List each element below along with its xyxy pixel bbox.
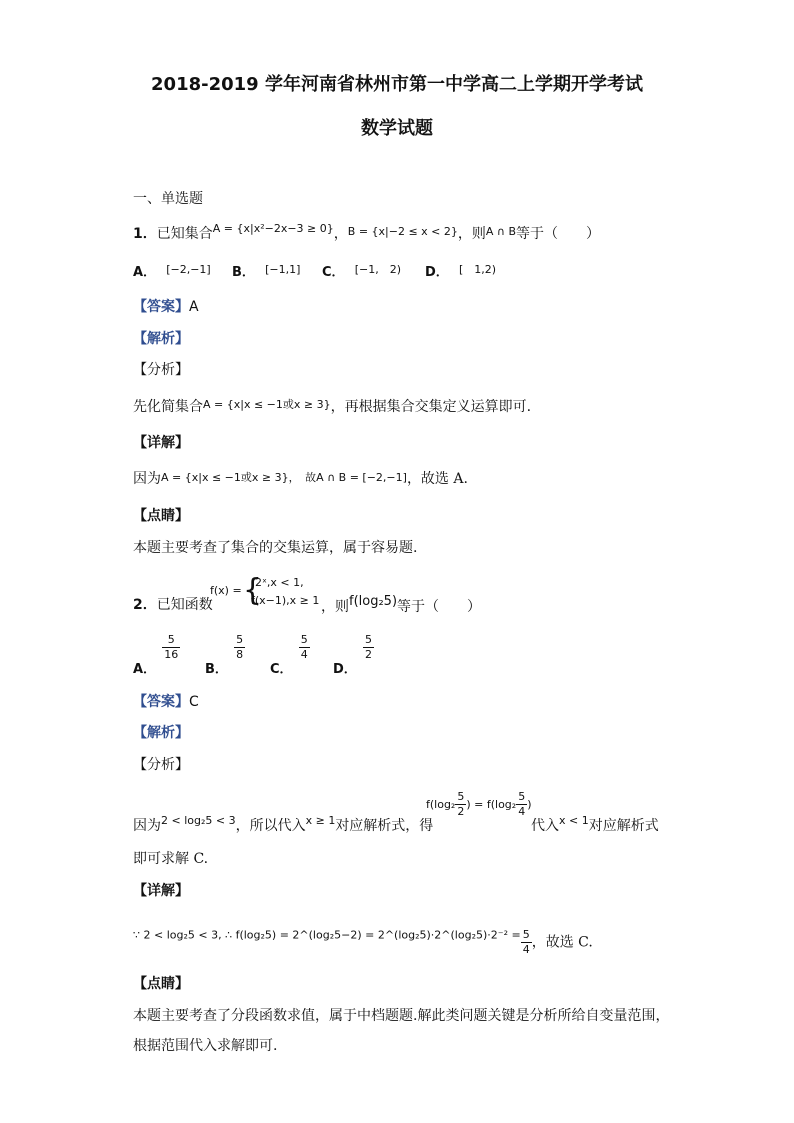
q2-dianjing-tag: 【点睛】 bbox=[133, 976, 189, 992]
q1-option-c bbox=[322, 261, 401, 280]
q2-stem-rest bbox=[321, 594, 481, 616]
q2-option-c bbox=[270, 633, 310, 677]
q2-fenxi-p2: ，所以代入 bbox=[235, 818, 306, 834]
q2-fenxi-p1: 因为 bbox=[133, 818, 161, 834]
q2-answer-value: C bbox=[189, 694, 199, 710]
q2-fenxi-frac1 bbox=[455, 790, 466, 819]
q1-option-a-label: A． bbox=[133, 265, 157, 280]
q2-fenxi-m4: x < 1 bbox=[559, 814, 589, 827]
q2-option-d-num: 5 bbox=[364, 633, 372, 646]
q2-answer bbox=[133, 691, 199, 711]
q1-option-d-label: D． bbox=[425, 265, 449, 280]
q2-xiangjie-num: 5 bbox=[522, 928, 530, 941]
q1-expr: A ∩ B bbox=[485, 225, 517, 238]
q2-option-b bbox=[205, 633, 245, 677]
q1-dianjing-tag: 【点睛】 bbox=[133, 508, 189, 524]
q2-xiangjie-frac bbox=[521, 928, 532, 957]
q1-sep: ， bbox=[333, 226, 348, 242]
q1-option-b-value: [−1,1] bbox=[265, 263, 301, 276]
q2-option-d-label: D． bbox=[333, 662, 357, 677]
q1-fenxi-math: A = {x|x ≤ −1或x ≥ 3} bbox=[203, 398, 331, 411]
q1-option-b bbox=[232, 261, 300, 280]
q2-piece1: 2ˣ,x < 1, bbox=[255, 576, 304, 589]
q1-option-a bbox=[133, 261, 211, 280]
q2-option-d bbox=[333, 633, 374, 677]
q2-option-a-num: 5 bbox=[162, 633, 180, 648]
q2-stem-suffix: 等于（ ） bbox=[397, 599, 482, 615]
q2-xiangjie-suffix: ，故选 C. bbox=[531, 934, 593, 951]
q2-option-d-den: 2 bbox=[364, 648, 372, 661]
q1-xiangjie-text bbox=[133, 468, 468, 488]
q2-fenxi-line1 bbox=[133, 814, 433, 835]
q2-fenxi-frac1-num: 5 bbox=[457, 790, 465, 803]
q1-option-d bbox=[425, 261, 496, 280]
q2-option-a bbox=[133, 633, 180, 677]
q2-option-b-num: 5 bbox=[236, 633, 244, 646]
q2-fenxi-m3 bbox=[426, 790, 531, 819]
q1-fenxi-prefix: 先化简集合 bbox=[133, 399, 203, 415]
q1-stem bbox=[133, 222, 600, 243]
paper-title: 2018-2019 学年河南省林州市第一中学高二上学期开学考试 bbox=[151, 74, 643, 95]
q2-fenxi-p5: 对应解析式 bbox=[588, 818, 659, 834]
q1-answer-tag: 【答案】 bbox=[133, 299, 189, 315]
q2-fenxi-m1: 2 < log₂5 < 3 bbox=[161, 814, 236, 827]
q2-fx: f(x) = bbox=[210, 584, 242, 597]
q2-fenxi-m3c: ) bbox=[527, 798, 532, 811]
q1-jiexi-tag: 【解析】 bbox=[133, 331, 189, 347]
q2-stem bbox=[133, 594, 213, 614]
q1-option-c-value: [−1, 2) bbox=[354, 263, 401, 276]
q1-dianjing-text: 本题主要考查了集合的交集运算，属于容易题. bbox=[133, 540, 418, 556]
q2-fenxi-frac2-num: 5 bbox=[518, 790, 526, 803]
q1-xiangjie-prefix: 因为 bbox=[133, 471, 161, 487]
q2-dianjing-line2: 根据范围代入求解即可. bbox=[133, 1038, 278, 1054]
q2-number: 2． bbox=[133, 597, 157, 613]
q1-fenxi-text bbox=[133, 396, 531, 416]
q2-answer-tag: 【答案】 bbox=[133, 694, 189, 710]
q1-option-b-label: B． bbox=[232, 265, 255, 280]
q1-stem-suffix: 等于（ ） bbox=[516, 226, 601, 242]
q2-xiangjie-text bbox=[133, 928, 593, 957]
q2-dianjing-line1: 本题主要考查了分段函数求值，属于中档题题.解此类问题关键是分析所给自变量范围， bbox=[133, 1008, 670, 1024]
q2-fenxi-line1-end bbox=[531, 814, 659, 835]
q1-xiangjie-tag: 【详解】 bbox=[133, 435, 189, 451]
q2-fenxi-frac2 bbox=[516, 790, 527, 819]
q1-then: ，则 bbox=[457, 226, 486, 242]
q1-option-c-label: C． bbox=[322, 265, 345, 280]
q1-option-a-value: [−2,−1] bbox=[166, 263, 211, 276]
q2-option-c-frac bbox=[299, 633, 310, 662]
q2-jiexi-tag: 【解析】 bbox=[133, 725, 189, 741]
q2-option-b-label: B． bbox=[205, 662, 228, 677]
q2-option-b-den: 8 bbox=[236, 648, 244, 661]
q1-option-d-value: [ 1,2) bbox=[458, 263, 497, 276]
q1-number: 1． bbox=[133, 226, 157, 242]
q2-option-a-den: 16 bbox=[164, 648, 179, 661]
q2-fenxi-m3a: f(log₂ bbox=[426, 798, 456, 811]
q2-fenxi-p3: 对应解析式，得 bbox=[335, 818, 434, 834]
q1-set-b: B = {x|−2 ≤ x < 2} bbox=[347, 225, 458, 238]
q1-set-a: A = {x|x²−2x−3 ≥ 0} bbox=[212, 222, 334, 235]
q2-fenxi-line2: 即可求解 C. bbox=[133, 851, 209, 867]
q2-fenxi-p4: 代入 bbox=[531, 818, 559, 834]
q2-fenxi-tag: 【分析】 bbox=[133, 757, 189, 773]
q2-brace: { bbox=[243, 573, 263, 608]
q2-option-c-den: 4 bbox=[300, 648, 308, 661]
q1-stem-prefix: 已知集合 bbox=[156, 226, 213, 242]
q2-option-c-num: 5 bbox=[300, 633, 308, 646]
q2-fenxi-m2: x ≥ 1 bbox=[305, 814, 336, 827]
q2-fenxi-frac2-den: 4 bbox=[518, 805, 526, 818]
q1-answer bbox=[133, 296, 199, 316]
q1-fenxi-tag: 【分析】 bbox=[133, 362, 189, 378]
q2-xiangjie-tag: 【详解】 bbox=[133, 883, 189, 899]
section-label: 一、单选题 bbox=[133, 191, 203, 207]
q2-fenxi-frac1-den: 2 bbox=[457, 805, 465, 818]
q1-answer-value: A bbox=[189, 299, 199, 315]
q2-then: ，则 bbox=[321, 599, 349, 615]
q2-option-a-label: A． bbox=[133, 662, 157, 677]
q1-xiangjie-suffix: ，故选 A. bbox=[406, 471, 468, 487]
paper-subtitle: 数学试题 bbox=[361, 118, 433, 139]
q2-option-c-label: C． bbox=[270, 662, 293, 677]
q1-fenxi-suffix: ，再根据集合交集定义运算即可. bbox=[330, 399, 532, 415]
q2-fenxi-m3b: ) = f(log₂ bbox=[466, 798, 517, 811]
q2-xiangjie-den: 4 bbox=[522, 943, 530, 956]
q2-expr: f(log₂5) bbox=[349, 594, 398, 609]
q2-piece2: f(x−1),x ≥ 1 bbox=[251, 594, 320, 607]
q2-stem-prefix: 已知函数 bbox=[156, 597, 213, 613]
q1-xiangjie-math: A = {x|x ≤ −1或x ≥ 3}， 故A ∩ B = [−2,−1] bbox=[161, 471, 407, 484]
q2-option-d-frac bbox=[363, 633, 374, 662]
q2-xiangjie-math: ∵ 2 < log₂5 < 3, ∴ f(log₂5) = 2^(log₂5−2) = 2^(log₂5)·2^(log₂5)·2⁻² = bbox=[133, 928, 521, 942]
q2-option-a-frac bbox=[162, 633, 180, 662]
q2-option-b-frac bbox=[234, 633, 245, 662]
